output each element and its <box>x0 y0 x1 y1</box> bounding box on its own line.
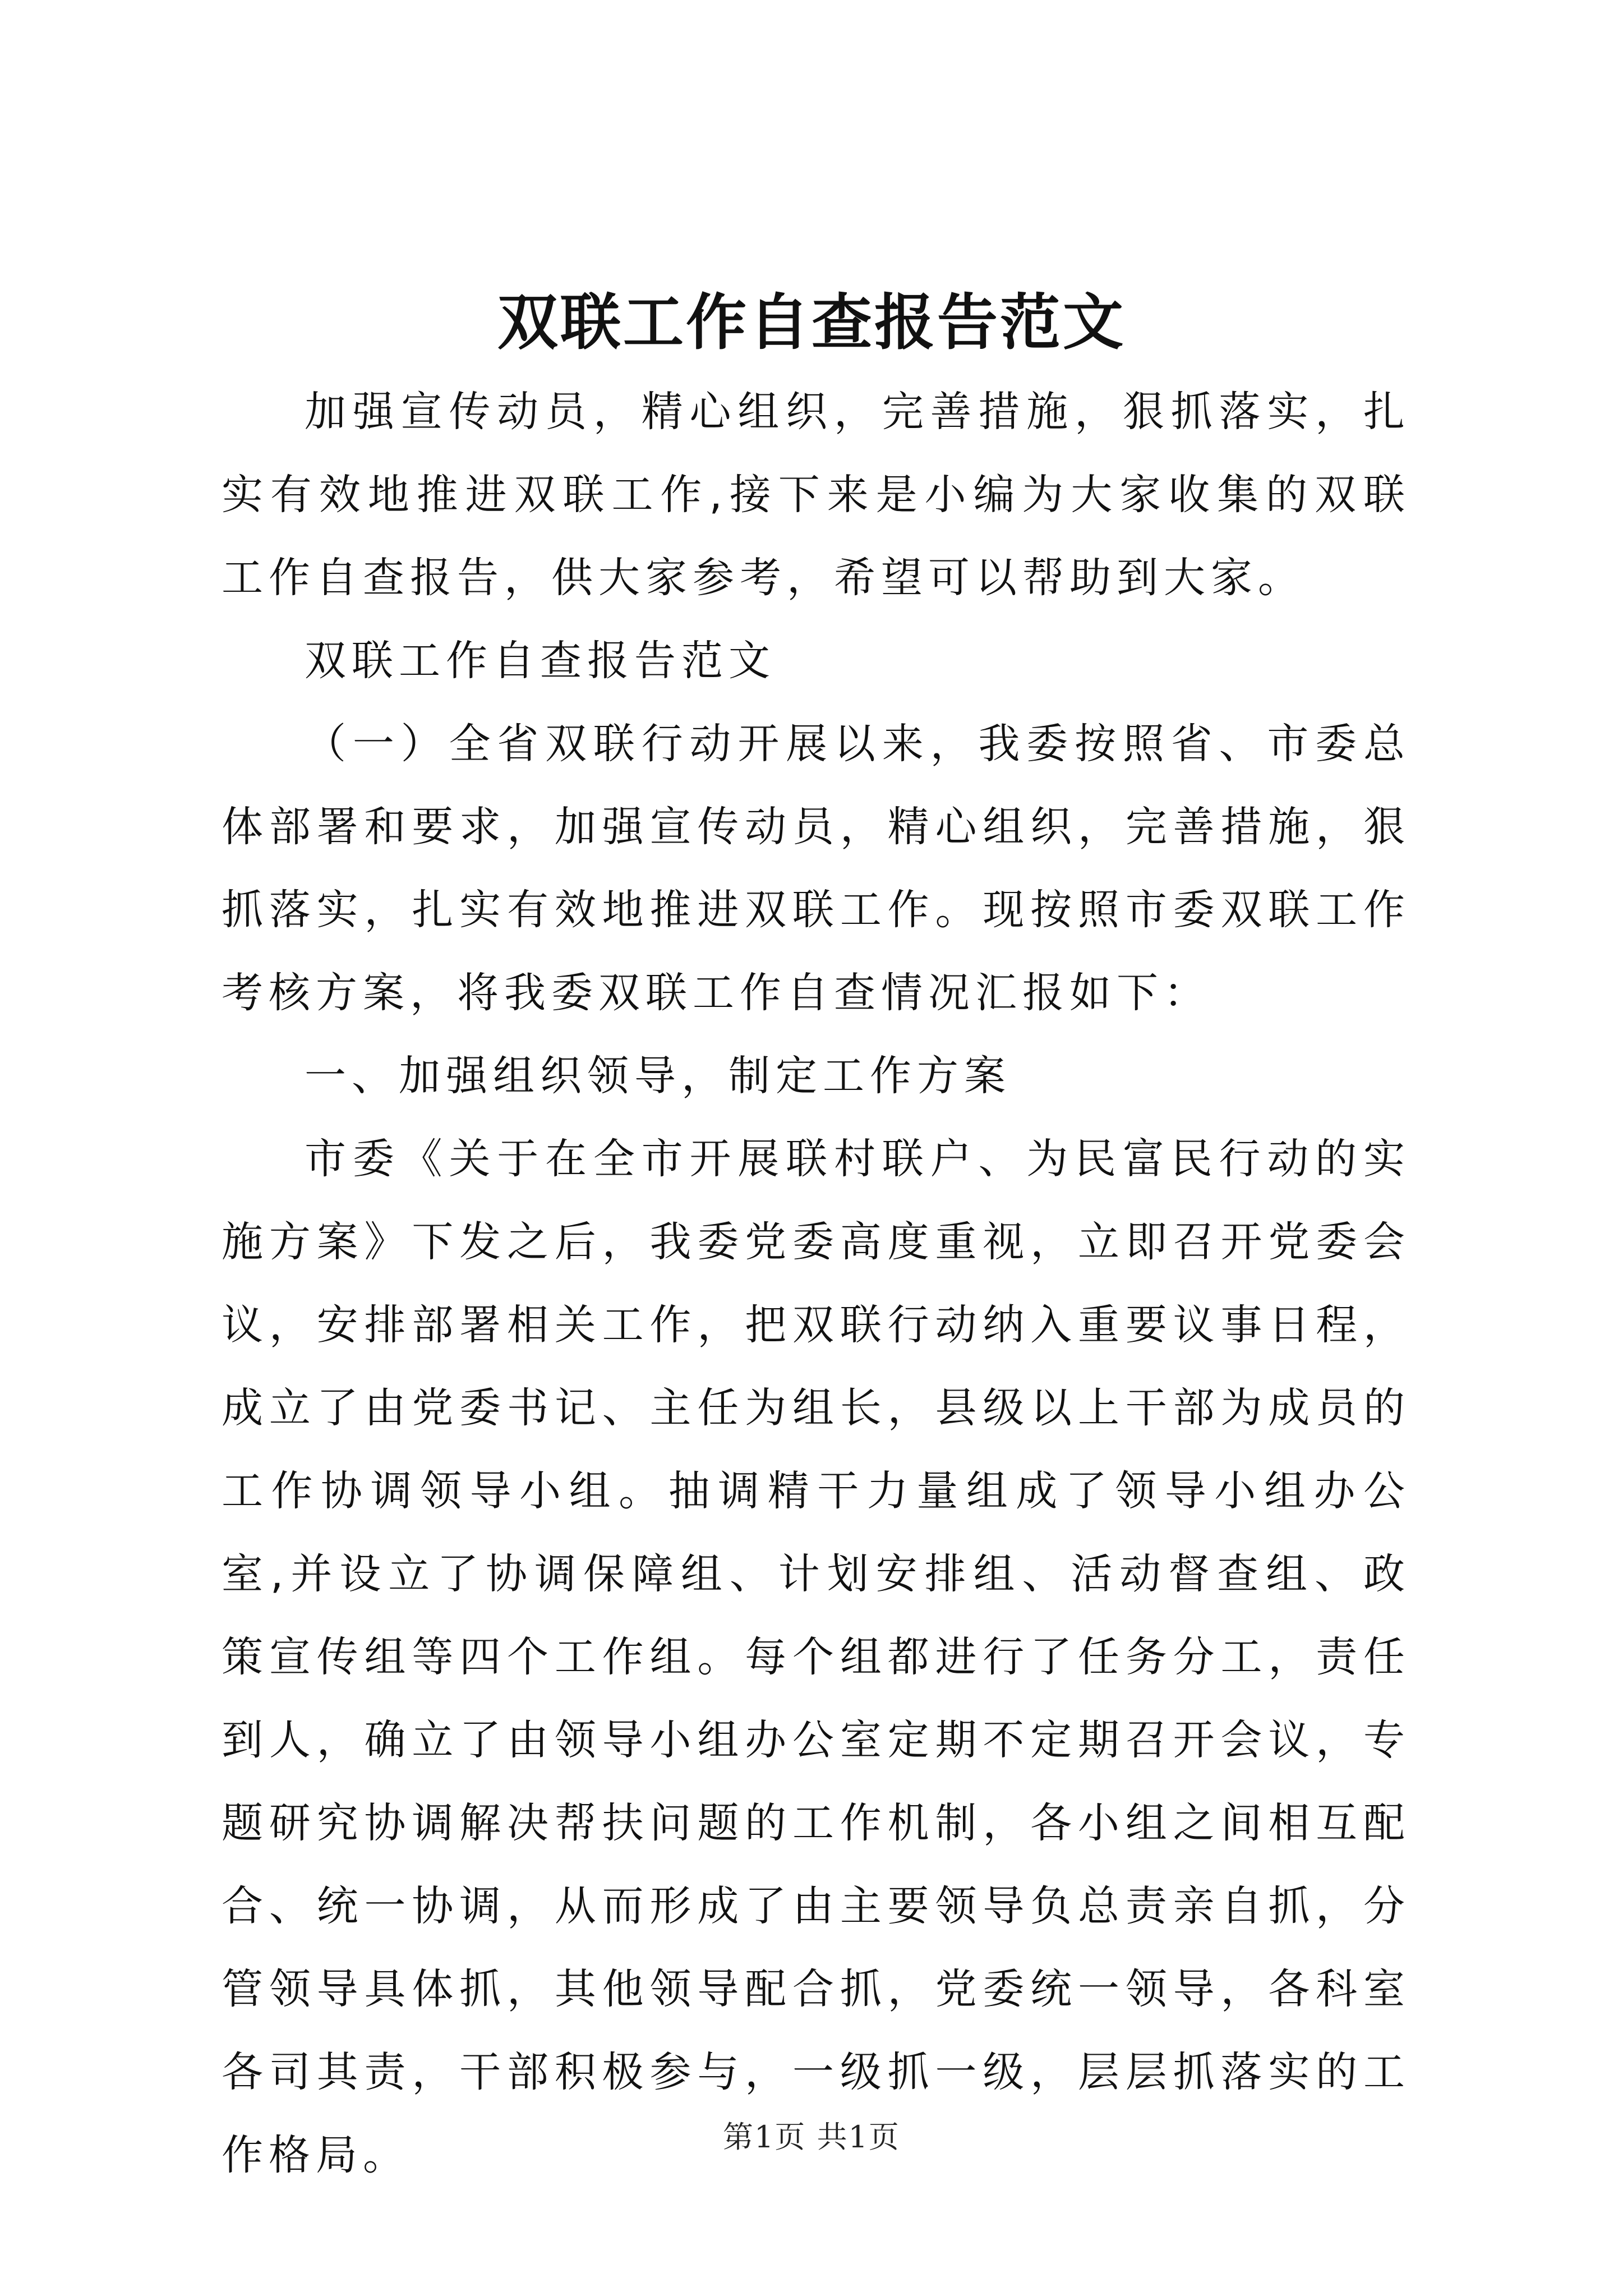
detail-paragraph: 市委《关于在全市开展联村联户、为民富民行动的实施方案》下发之后，我委党委高度重视，立即召开党委会议，安排部署相关工作，把双联行动纳入重要议事日程，成立了由党委书记、主任为组长，县级以上干部为成员的工作协调领导小组。抽调精干力量组成了领导小组办公室,并设立了协调保障组、计划安排组、活动督查组、政策宣传组等四个工作组。每个组都进行了任务分工，责任到人，确立了由领导小组办公室定期不定期召开会议，专题研究协调解决帮扶问题的工作机制，各小组之间相互配合、统一协调，从而形成了由主要领导负总责亲自抓，分管领导具体抓，其他领导配合抓，党委统一领导，各科室各司其责，干部积极参与，一级抓一级，层层抓落实的工作格局。 <box>222 1135 1410 2179</box>
intro-paragraph: 加强宣传动员，精心组织，完善措施，狠抓落实，扎实有效地推进双联工作,接下来是小编为大家收集的双联工作自查报告，供大家参考，希望可以帮助到大家。 <box>222 388 1410 602</box>
page-footer: 第1页 共1页 <box>723 2119 900 2155</box>
document-body <box>222 370 1410 2197</box>
overview-paragraph: （一）全省双联行动开展以来，我委按照省、市委总体部署和要求，加强宣传动员，精心组织，完善措施，狠抓落实，扎实有效地推进双联工作。现按照市委双联工作考核方案，将我委双联工作自查情况汇报如下： <box>222 720 1410 1017</box>
document-title: 双联工作自查报告范文 <box>497 287 1126 358</box>
section-title-paragraph: 双联工作自查报告范文 <box>305 637 776 685</box>
section-heading: 一、加强组织领导，制定工作方案 <box>305 1052 1011 1100</box>
